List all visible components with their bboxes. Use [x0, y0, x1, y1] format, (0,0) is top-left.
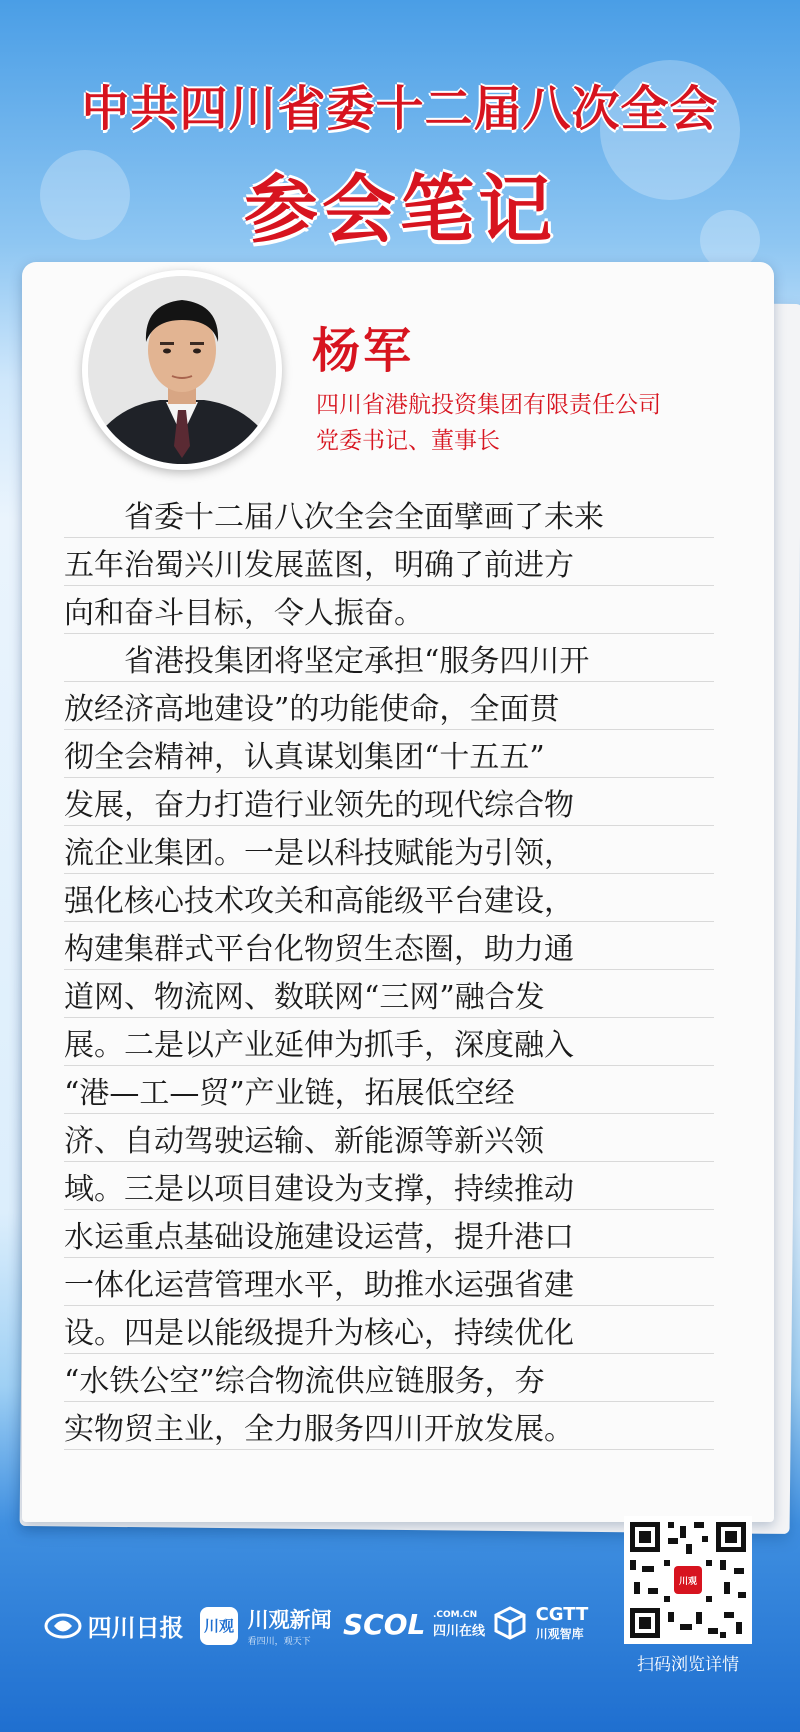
portrait-image	[88, 276, 276, 464]
scol-text: SCOL	[343, 1608, 426, 1641]
article-line: 域。三是以项目建设为支撑，持续推动	[64, 1162, 714, 1210]
title-block	[0, 70, 800, 257]
cgtt-cube-icon	[492, 1605, 528, 1641]
article-line: 水运重点基础设施建设运营，提升港口	[64, 1210, 714, 1258]
article-line: 展。二是以产业延伸为抓手，深度融入	[64, 1018, 714, 1066]
sichuan-daily-logo	[44, 1608, 184, 1643]
person-name: 杨军	[312, 323, 415, 379]
chuanguan-slogan: 看四川，观天下	[247, 1637, 311, 1647]
article-line: 省港投集团将坚定承担“服务四川开	[64, 634, 714, 682]
article-line: 省委十二届八次全会全面擘画了未来	[64, 490, 714, 538]
cgtt-text: CGTT	[535, 1604, 589, 1625]
person-role-title: 党委书记、董事长	[316, 428, 500, 454]
article-line: 发展，奋力打造行业领先的现代综合物	[64, 778, 714, 826]
chuanguan-news-logo	[200, 1604, 332, 1647]
article-line: 一体化运营管理水平，助推水运强省建	[64, 1258, 714, 1306]
qr-caption: 扫码浏览详情	[637, 1655, 739, 1675]
sichuan-daily-text: 四川日报	[87, 1613, 184, 1642]
article-line: 流企业集团。一是以科技赋能为引领，	[64, 826, 714, 874]
scol-domain: .COM.CN	[432, 1610, 478, 1620]
article-line: 五年治蜀兴川发展蓝图，明确了前进方	[64, 538, 714, 586]
article-line: 设。四是以能级提升为核心，持续优化	[64, 1306, 714, 1354]
article-line: 彻全会精神，认真谋划集团“十五五”	[64, 730, 714, 778]
page-title: 中共四川省委十二届八次全会	[81, 81, 719, 137]
qr-code[interactable]	[624, 1516, 752, 1644]
article-line: 放经济高地建设”的功能使命，全面贯	[64, 682, 714, 730]
article-line: 向和奋斗目标，令人振奋。	[64, 586, 714, 634]
article-line: “水铁公空”综合物流供应链服务，夯	[64, 1354, 714, 1402]
chuanguan-news-text: 川观新闻	[247, 1608, 332, 1632]
article-line: 实物贸主业，全力服务四川开放发展。	[64, 1402, 714, 1450]
sichuan-daily-icon	[44, 1611, 82, 1641]
scol-cn: 四川在线	[432, 1624, 485, 1639]
qr-center-logo: 川观	[678, 1577, 697, 1587]
page-subtitle: 参会笔记	[244, 167, 556, 253]
scol-logo	[343, 1608, 485, 1641]
article-line: “港—工—贸”产业链，拓展低空经	[64, 1066, 714, 1114]
chuanguan-badge: 川观	[200, 1607, 238, 1645]
person-role-company: 四川省港航投资集团有限责任公司	[316, 392, 661, 418]
article-body	[64, 490, 714, 1450]
article-line: 强化核心技术攻关和高能级平台建设，	[64, 874, 714, 922]
article-line: 济、自动驾驶运输、新能源等新兴领	[64, 1114, 714, 1162]
avatar	[88, 276, 276, 464]
cgtt-cn: 川观智库	[535, 1627, 584, 1641]
cgtt-logo	[492, 1604, 588, 1642]
article-line: 道网、物流网、数联网“三网”融合发	[64, 970, 714, 1018]
article-line: 构建集群式平台化物贸生态圈，助力通	[64, 922, 714, 970]
